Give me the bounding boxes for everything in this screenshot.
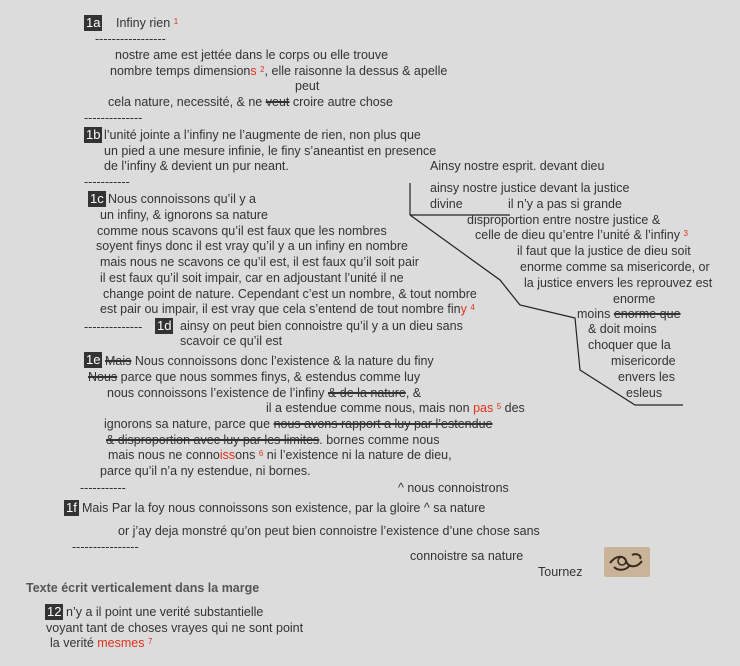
right-text: la justice envers les reprouvez est bbox=[524, 276, 713, 290]
text-line: nombre temps dimensions $^2$, elle raisonne la dessus & apelle bbox=[110, 64, 448, 78]
text-line: mais nous ne connoissons $^6$ ni l’existence ni la nature de dieu, bbox=[108, 448, 452, 462]
note-ref: 3 bbox=[683, 229, 688, 238]
right-text: celle de dieu qu’entre l’unité & l’infiny $^3$ bbox=[475, 228, 688, 242]
text-line: connoistre sa nature bbox=[410, 549, 524, 563]
text-line: comme nous scavons qu’il est faux que les nombres bbox=[97, 224, 387, 238]
right-text: moins enorme que bbox=[577, 307, 681, 321]
text-line: cela nature, necessité, & ne veut croire autre chose bbox=[108, 95, 393, 109]
text-line: or j’ay deja monstré qu’on peut bien connoistre l’existence d’une chose sans bbox=[118, 524, 540, 538]
separator: ----------- bbox=[80, 481, 126, 495]
separator: -------------- bbox=[84, 111, 143, 125]
separator: ---------------- bbox=[72, 540, 139, 554]
note-ref: 2 bbox=[260, 65, 265, 74]
section-label-1a: 1a bbox=[86, 15, 101, 30]
text-line: peut bbox=[295, 79, 320, 93]
separator: ----------- bbox=[84, 175, 130, 189]
text-line: un pied a une mesure infinie, le finy s’aneantist en presence bbox=[104, 144, 437, 158]
section-label-1c: 1c bbox=[90, 191, 104, 206]
text-line: de l’infiny & devient un pur neant. bbox=[104, 159, 289, 173]
section-label-12: 12 bbox=[47, 604, 62, 619]
text-line: parce qu’il n’a ny estendue, ni bornes. bbox=[100, 464, 311, 478]
text-line: est pair ou impair, il est vray que cela s’entend de tout nombre finy $^4$ bbox=[100, 302, 475, 316]
text-line: Nous parce que nous sommes finys, & estendus comme luy bbox=[88, 370, 421, 384]
section-label-1d: 1d bbox=[157, 318, 172, 333]
insertion-above: ^ nous connoistrons bbox=[398, 481, 509, 495]
section-label-1e: 1e bbox=[86, 352, 101, 367]
right-text: disproportion entre nostre justice & bbox=[467, 213, 661, 227]
separator: -------------- bbox=[84, 320, 143, 334]
right-text: misericorde bbox=[611, 354, 676, 368]
text-line: il est faux qu’il soit impair, car en adjoustant l’unité il ne bbox=[100, 271, 404, 285]
right-text: & doit moins bbox=[588, 322, 657, 336]
right-text: choquer que la bbox=[588, 338, 671, 352]
note-ref: 7 bbox=[147, 637, 153, 646]
margin-line: n’y a il point une verité substantielle bbox=[66, 605, 264, 619]
margin-line: la verité mesmes $^7$ bbox=[50, 636, 153, 650]
text-line: Mais Nous connoissons donc l’existence & la nature du finy bbox=[105, 354, 434, 368]
note-ref: 1 bbox=[173, 17, 179, 26]
text-line: Mais Par la foy nous connoissons son existence, par la gloire ^ sa nature bbox=[82, 501, 486, 515]
text-line: il a estendue comme nous, mais non pas $^5$ des bbox=[266, 401, 525, 415]
right-text: il n’y a pas si grande bbox=[508, 197, 622, 211]
right-text: envers les bbox=[618, 370, 675, 384]
text-line: & disproportion avec luy par les limites. bornes comme nous bbox=[106, 433, 440, 447]
right-text: esleus bbox=[626, 386, 663, 400]
text-line: mais nous ne scavons ce qu’il est, il est faux qu’il soit pair bbox=[100, 255, 419, 269]
text-line: un infiny, & ignorons sa nature bbox=[100, 208, 268, 222]
right-text: Ainsy nostre esprit. devant dieu bbox=[430, 159, 605, 173]
section-1a-title: Infiny rien $^1$ bbox=[116, 16, 179, 30]
right-text: enorme bbox=[613, 292, 656, 306]
text-line: nostre ame est jettée dans le corps ou elle trouve bbox=[115, 48, 389, 62]
section-label-1b: 1b bbox=[86, 127, 101, 142]
text-line: nous connoissons l’existence de l’infiny & de la nature, & bbox=[107, 386, 422, 400]
margin-heading: Texte écrit verticalement dans la marge bbox=[26, 581, 260, 595]
text-line: change point de nature. Cependant c’est un nombre, & tout nombre bbox=[103, 287, 477, 301]
right-text: divine bbox=[430, 197, 463, 211]
note-ref: 5 bbox=[496, 402, 502, 411]
right-text: ainsy nostre justice devant la justice bbox=[430, 181, 630, 195]
right-text: enorme comme sa misericorde, or bbox=[520, 260, 710, 274]
separator: ----------------- bbox=[95, 32, 166, 46]
right-text: il faut que la justice de dieu soit bbox=[517, 244, 691, 258]
text-line: ignorons sa nature, parce que nous avons rapport a luy par l’estendue bbox=[104, 417, 493, 431]
manuscript-symbol-icon bbox=[604, 547, 650, 577]
text-line: soyent finys donc il est vray qu’il y a un infiny en nombre bbox=[96, 239, 408, 253]
note-ref: 6 bbox=[258, 449, 264, 458]
tournez-label: Tournez bbox=[538, 565, 583, 579]
margin-line: voyant tant de choses vrayes qui ne sont point bbox=[46, 621, 304, 635]
text-line: l’unité jointe a l’infiny ne l’augmente de rien, non plus que bbox=[104, 128, 421, 142]
text-line: scavoir ce qu’il est bbox=[180, 334, 283, 348]
note-ref: 4 bbox=[470, 303, 475, 312]
section-label-1f: 1f bbox=[66, 500, 77, 515]
text-line: ainsy on peut bien connoistre qu’il y a un dieu sans bbox=[180, 319, 463, 333]
text-line: Nous connoissons qu’il y a bbox=[108, 192, 256, 206]
